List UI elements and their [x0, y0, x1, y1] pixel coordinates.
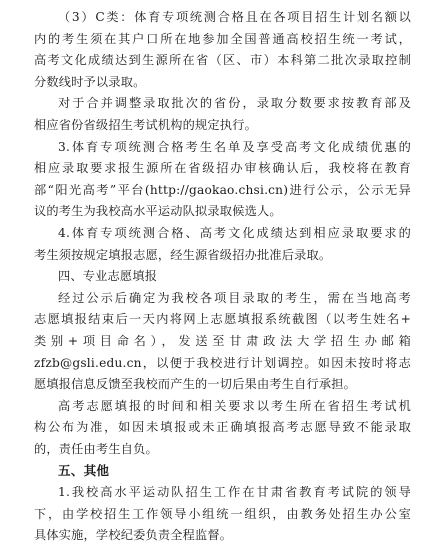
text-line: 部“阳光高考”平台(http://gaokao.chsi.cn)进行公示，公示无异 — [34, 182, 411, 197]
text-line: 考生须按规定填报志愿，经生源省级招办批准后录取。 — [34, 247, 332, 262]
text-line: 议的考生为我校高水平运动队拟录取候选人。 — [34, 204, 282, 219]
text-line: 构公布为准，如因未填报或未正确填报高考志愿导致不能录取 — [34, 420, 411, 435]
section-heading: 四、专业志愿填报 — [58, 269, 158, 284]
text-line: 经过公示后确定为我校各项目录取的考生，需在当地高考 — [58, 290, 411, 305]
text-line: 的，责任由考生自负。 — [34, 441, 158, 456]
text-line: 志愿填报结束后一天内将网上志愿填报系统截图（以考生姓名+ — [34, 312, 411, 327]
text-line: 愿填报信息反馈至我校而产生的一切后果由考生自行承担。 — [34, 377, 357, 392]
text-line: 高考志愿填报的时间和相关要求以考生所在省招生考试机 — [58, 398, 411, 413]
text-line: 下，由学校招生工作领导小组统一组织，由教务处招生办公室 — [34, 506, 411, 521]
section-heading: 五、其他 — [58, 463, 110, 479]
text-line: （3）C类：体育专项统测合格且在各项目招生计划名额以 — [58, 10, 411, 24]
text-line: 1.我校高水平运动队招生工作在甘肃省教育考试院的领导 — [58, 485, 411, 500]
text-line: 分数线时予以录取。 — [34, 74, 146, 89]
text-line: 高考文化成绩达到生源所在省（区、市）本科第二批次录取控制 — [34, 53, 411, 68]
text-line: 3.体育专项统测合格考生名单及享受高考文化成绩优惠的 — [58, 139, 411, 154]
text-line: 具体实施，学校纪委负责全程监督。 — [34, 528, 233, 543]
text-line: 内的考生须在其户口所在地参加全国普通高校招生统一考试， — [34, 31, 411, 46]
text-line: 相应省份省级招生考试机构的规定执行。 — [34, 117, 257, 132]
document-body — [34, 7, 411, 547]
text-line: 对于合并调整录取批次的省份，录取分数要求按教育部及 — [58, 96, 411, 111]
text-line: 4.体育专项统测合格、高考文化成绩达到相应录取要求的 — [58, 225, 411, 240]
text-line: zfzb@gsli.edu.cn，以便于我校进行计划调控。如因未按时将志 — [34, 355, 411, 370]
text-line: 类别+项目命名），发送至甘肃政法大学招生办邮箱 — [34, 333, 411, 348]
text-line: 相应录取要求报生源所在省级招办审核确认后，我校将在教育 — [34, 161, 411, 176]
